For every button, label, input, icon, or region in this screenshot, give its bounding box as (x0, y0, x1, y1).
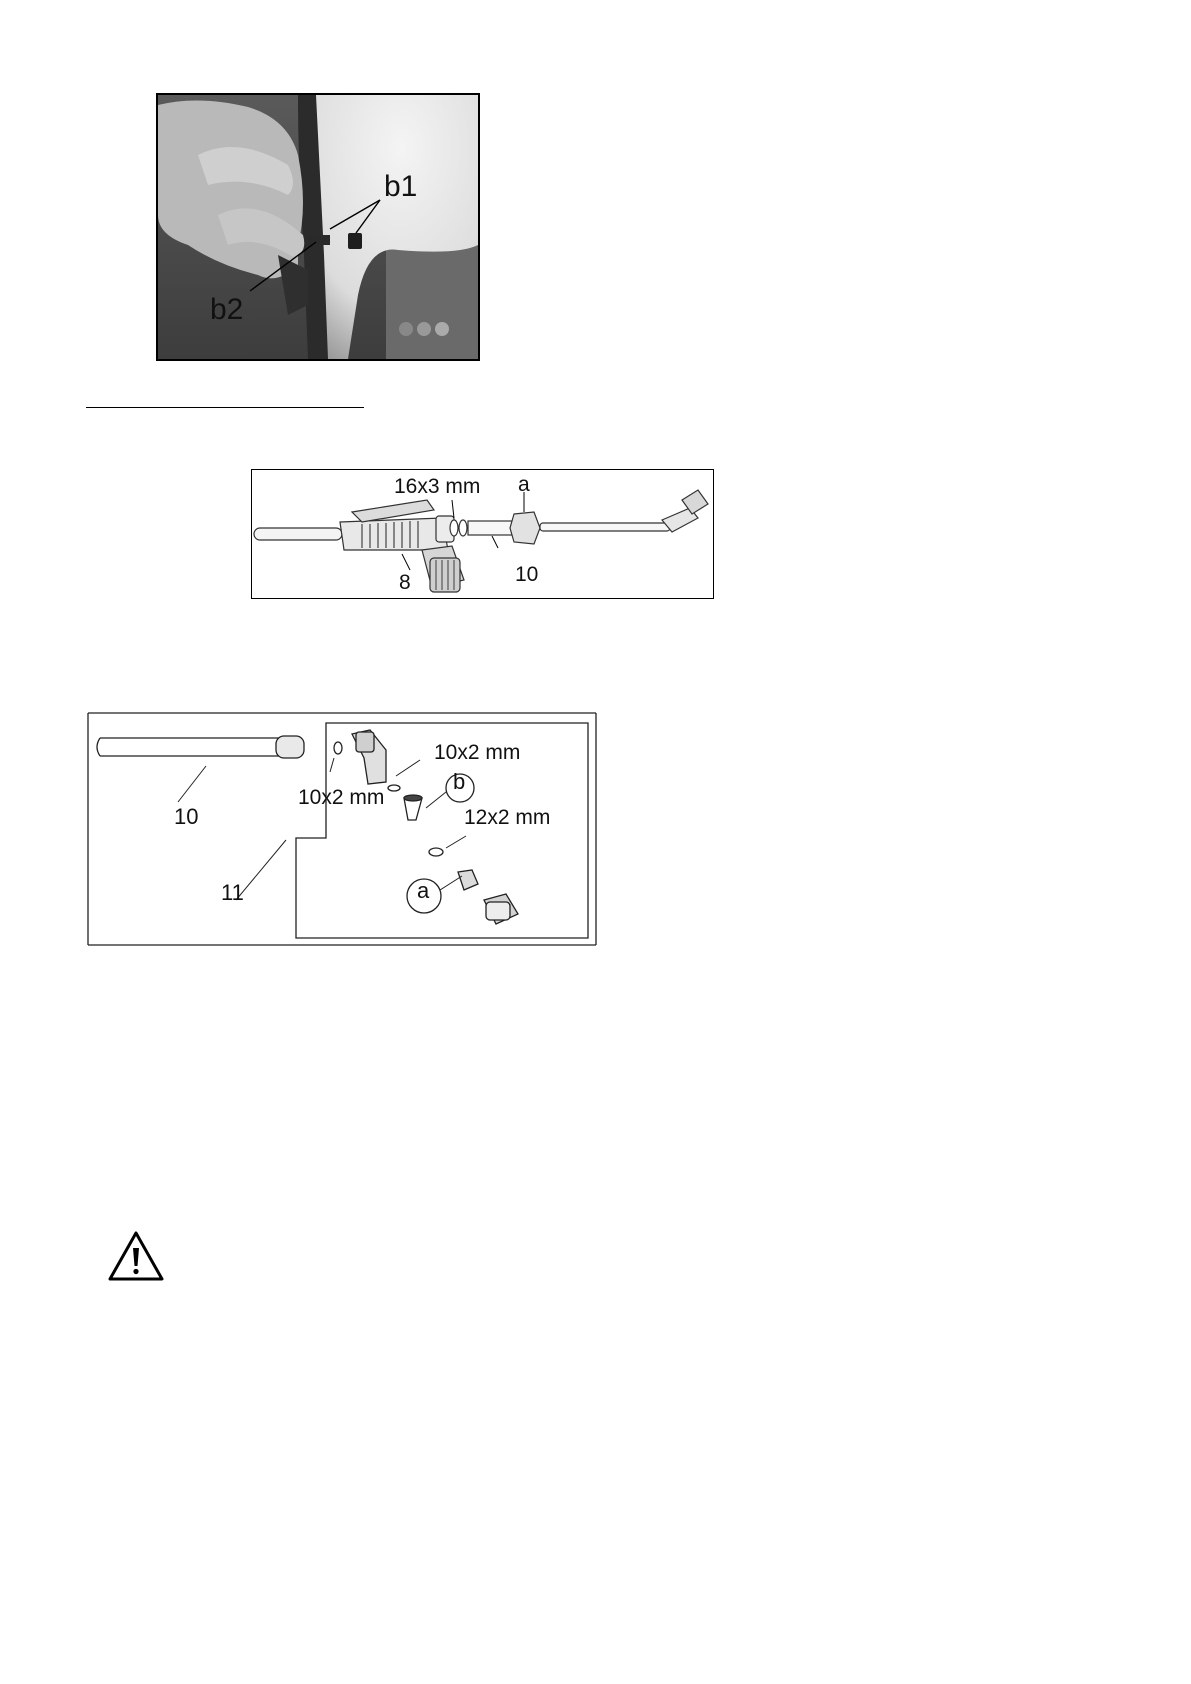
lance-assembly-drawing (252, 470, 712, 597)
section-divider (86, 407, 364, 408)
label-a: a (417, 878, 430, 903)
warning-triangle-icon (107, 1230, 165, 1282)
label-b2: b2 (210, 293, 244, 326)
lance-assembly-figure (251, 469, 714, 599)
label-b1: b1 (384, 170, 418, 203)
nozzle-exploded-drawing (86, 710, 598, 948)
photo-figure (156, 93, 480, 361)
label-part-10: 10 (174, 804, 199, 829)
label-part-10: 10 (515, 563, 539, 586)
label-a: a (518, 473, 530, 496)
photo-illustration (158, 95, 478, 359)
label-seal-16x3: 16x3 mm (394, 475, 481, 498)
label-part-8: 8 (399, 571, 411, 594)
label-seal-12x2: 12x2 mm (464, 806, 551, 829)
label-seal-10x2-left: 10x2 mm (298, 786, 385, 809)
nozzle-exploded-figure (86, 710, 598, 948)
label-part-11: 11 (221, 880, 244, 905)
label-b: b (453, 769, 466, 794)
label-seal-10x2-top: 10x2 mm (434, 741, 521, 764)
